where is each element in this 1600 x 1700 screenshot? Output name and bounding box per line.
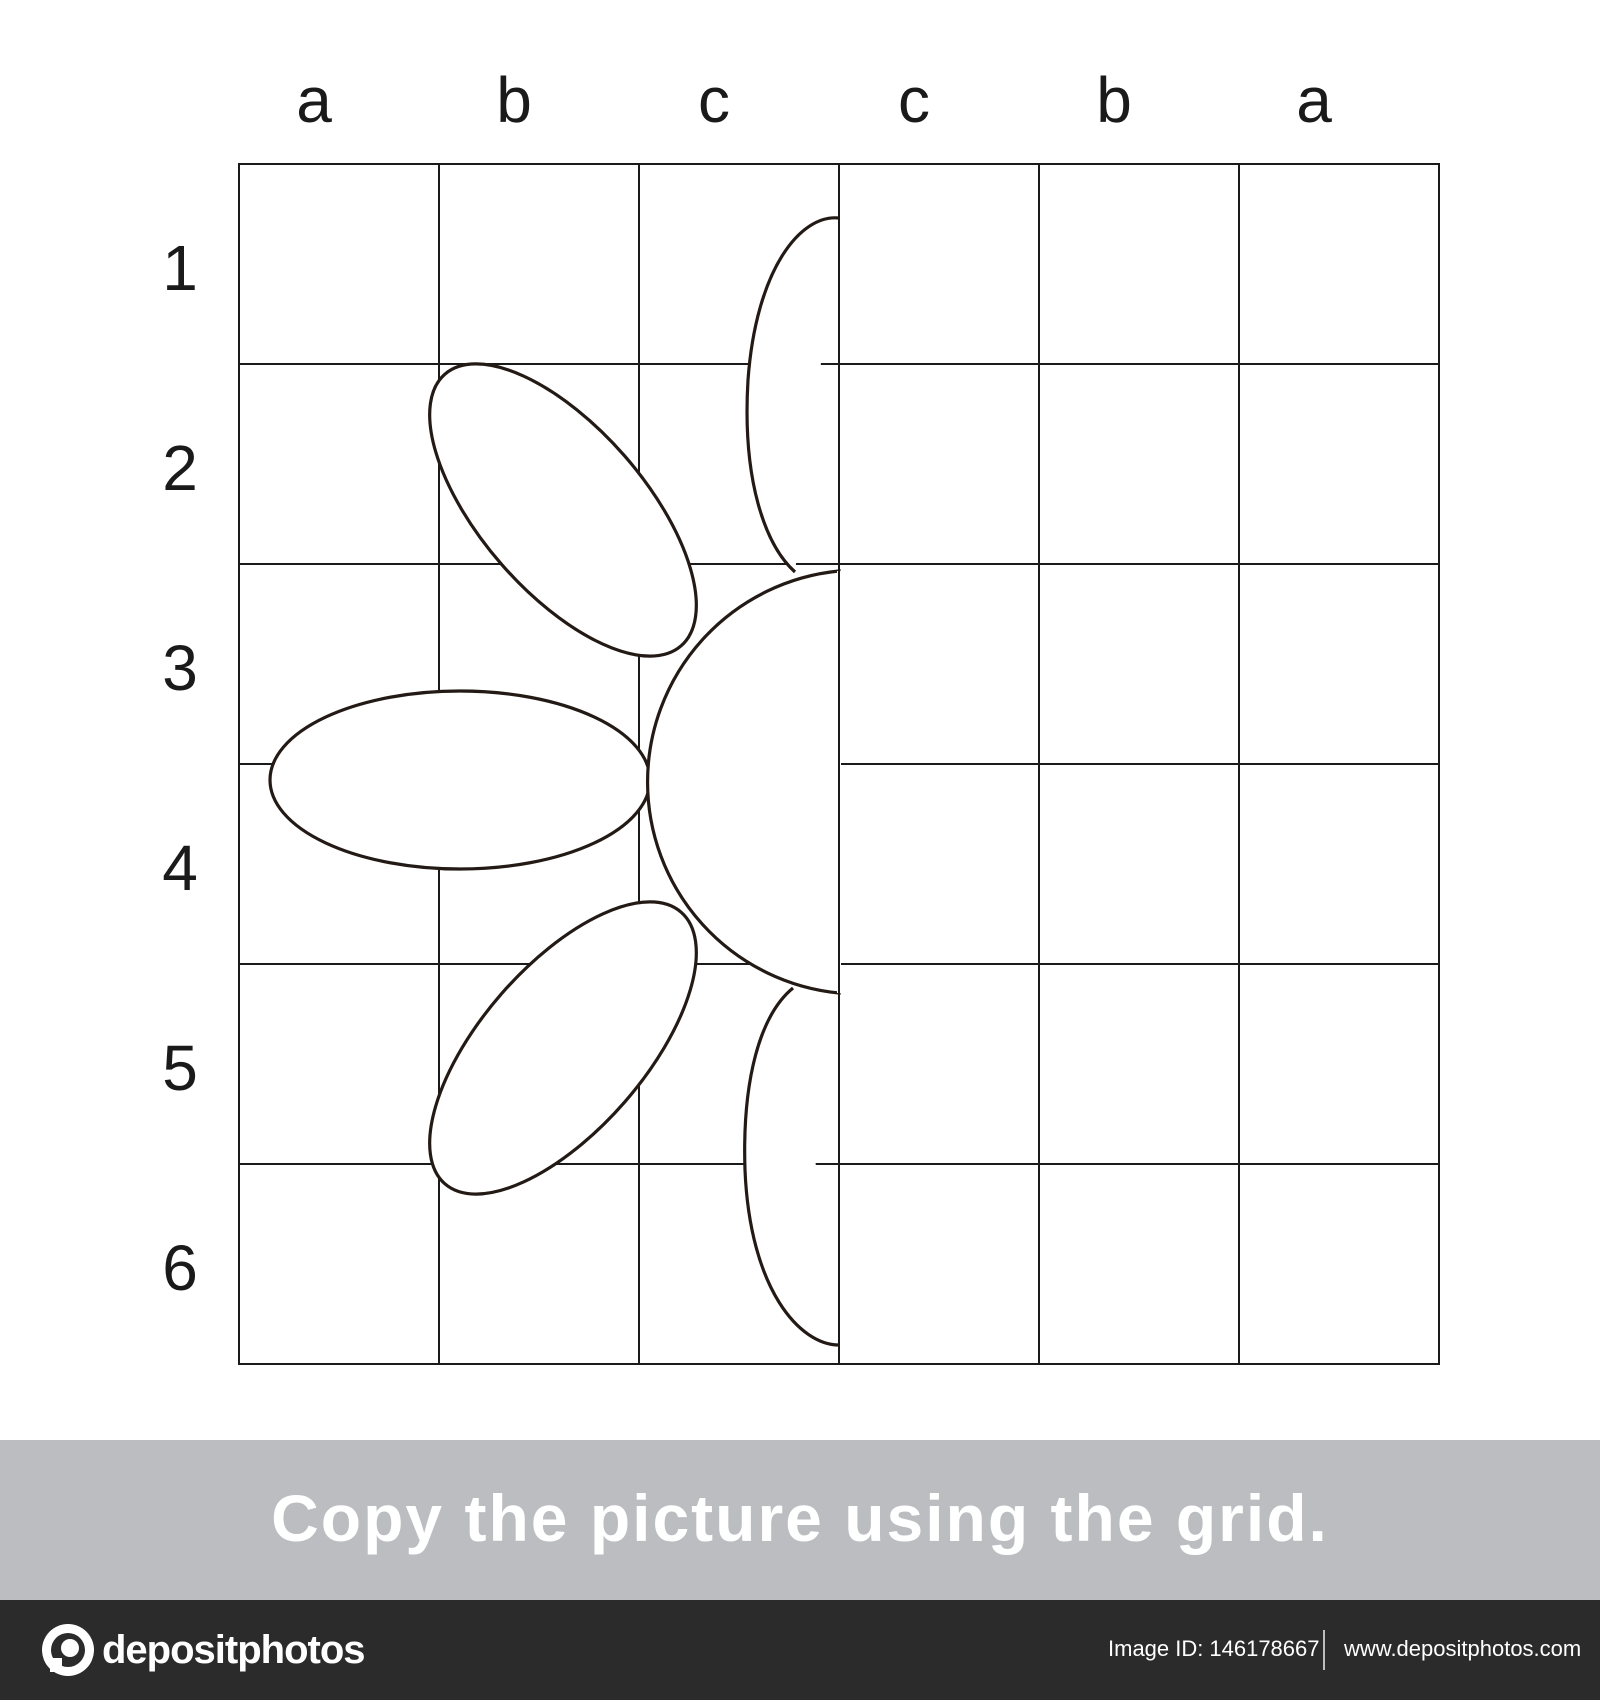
half-flower <box>270 164 839 1364</box>
depositphotos-logo-icon <box>40 1622 96 1678</box>
image-id-value: 146178667 <box>1209 1636 1320 1661</box>
brand[interactable] <box>40 1622 365 1678</box>
petal-left <box>270 691 650 869</box>
column-label-3: c <box>698 64 730 136</box>
footer-divider <box>1323 1630 1325 1670</box>
column-label-6: a <box>1296 64 1332 136</box>
image-id-label: Image ID: <box>1108 1636 1204 1661</box>
brand-name: depositphotos <box>102 1627 365 1672</box>
instruction-banner <box>0 1440 1600 1600</box>
row-label-6: 6 <box>162 1232 198 1304</box>
row-label-5: 5 <box>162 1032 198 1104</box>
image-id <box>1108 1636 1320 1662</box>
petal-upper-left <box>383 320 743 699</box>
row-label-3: 3 <box>162 632 198 704</box>
petal-bottom <box>745 988 839 1345</box>
row-label-4: 4 <box>162 832 198 904</box>
footer-bar <box>0 1600 1600 1700</box>
site-url-link[interactable]: www.depositphotos.com <box>1344 1636 1582 1661</box>
petal-lower-left <box>383 858 743 1237</box>
column-label-2: b <box>496 64 532 136</box>
petal-top <box>747 218 839 572</box>
column-label-5: b <box>1096 64 1132 136</box>
column-label-4: c <box>898 64 930 136</box>
row-label-2: 2 <box>162 432 198 504</box>
column-label-1: a <box>296 64 332 136</box>
instruction-text: Copy the picture using the grid. <box>271 1481 1329 1555</box>
row-label-1: 1 <box>162 232 198 304</box>
